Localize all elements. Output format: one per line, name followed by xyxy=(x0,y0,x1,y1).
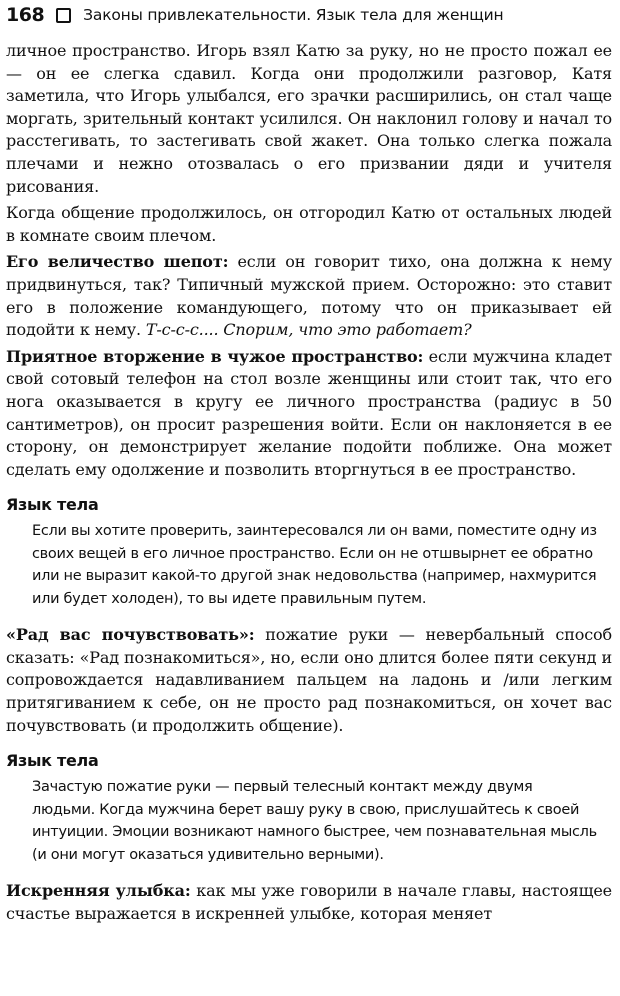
whisper-italic: Т-с-с-с.... Спорим, что это работает? xyxy=(145,320,472,340)
paragraph-whisper xyxy=(6,251,612,341)
sidebar-text-2: Зачастую пожатие руки — первый телесный контакт между двумя людьми. Когда мужчина берет вашу руку в свою, прислушайтесь к своей интуиции. Эмоции возникают намного быстрее, чем познавательная мысль (и они могут оказаться удивительно верными). xyxy=(32,779,597,863)
paragraph-smile xyxy=(6,880,612,925)
paragraph-2: Когда общение продолжилось, он отгородил Катю от остальных людей в комнате своим плечом. xyxy=(6,203,612,245)
handshake-text: пожатие руки — невербальный способ сказать: «Рад познакомиться», но, если оно длится более пяти секунд и сопровождается надавливанием пальцем на ладонь и /или легким притягиванием к себе, он не просто рад познакомиться, он хочет вас почувствовать (и продолжить общение). xyxy=(6,625,612,735)
smile-text: как мы уже говорили в начале главы, настоящее счастье выражается в искренней улыбке, которая меняет xyxy=(6,881,612,923)
page-header xyxy=(6,2,612,28)
term-space-invasion: Приятное вторжение в чужое пространство: xyxy=(6,346,424,366)
running-title: Законы привлекательности. Язык тела для женщин xyxy=(83,6,504,24)
paragraph-1: личное пространство. Игорь взял Катю за руку, но не просто пожал ее — он ее слегка сдавил. Когда они продолжили разговор, Катя заметила, что Игорь улыбался, его зрачки расширились, он стал чаще моргать, зрительный контакт усилился. Он наклонил голову и начал то расстегивать, то застегивать свой жакет. Она только слегка пожала плечами и нежно отозвалась о его призвании дяди и учителя рисования. xyxy=(6,41,612,196)
space-invasion-text: если мужчина кладет свой сотовый телефон на стол возле женщины или стоит так, что его нога оказывается в кругу ее личного пространства (радиус в 50 сантиметров), он просит разрешения войти. Если он наклоняется в ее сторону, он демонстрирует желание подойти поближе. Она может сделать ему одолжение и позволить вторгнуться в ее пространство. xyxy=(6,346,612,479)
sidebar-text-1: Если вы хотите проверить, заинтересовался ли он вами, поместите одну из своих вещей в его личное пространство. Если он не отшвырнет ее обратно или не выразит какой-то другой знак недовольства (например, нахмурится или будет холоден), то вы идете правильным путем. xyxy=(32,523,597,607)
sidebar-heading-1: Язык тела xyxy=(6,495,99,515)
term-whisper: Его величество шепот: xyxy=(6,252,229,272)
term-smile: Искренняя улыбка: xyxy=(6,881,191,901)
page-number: 168 xyxy=(6,4,45,26)
paragraph-handshake xyxy=(6,624,612,737)
term-handshake: «Рад вас почувствовать»: xyxy=(6,625,255,645)
whisper-text: если он говорит тихо, она должна к нему придвинуться, так? Типичный мужской прием. Осторожно: это ставит его в положение командующего, потому что он приказывает ей подойти к нему. xyxy=(6,252,612,340)
paragraph-space-invasion xyxy=(6,346,612,482)
sidebar-heading-2: Язык тела xyxy=(6,751,99,771)
square-bullet-icon xyxy=(56,8,71,23)
